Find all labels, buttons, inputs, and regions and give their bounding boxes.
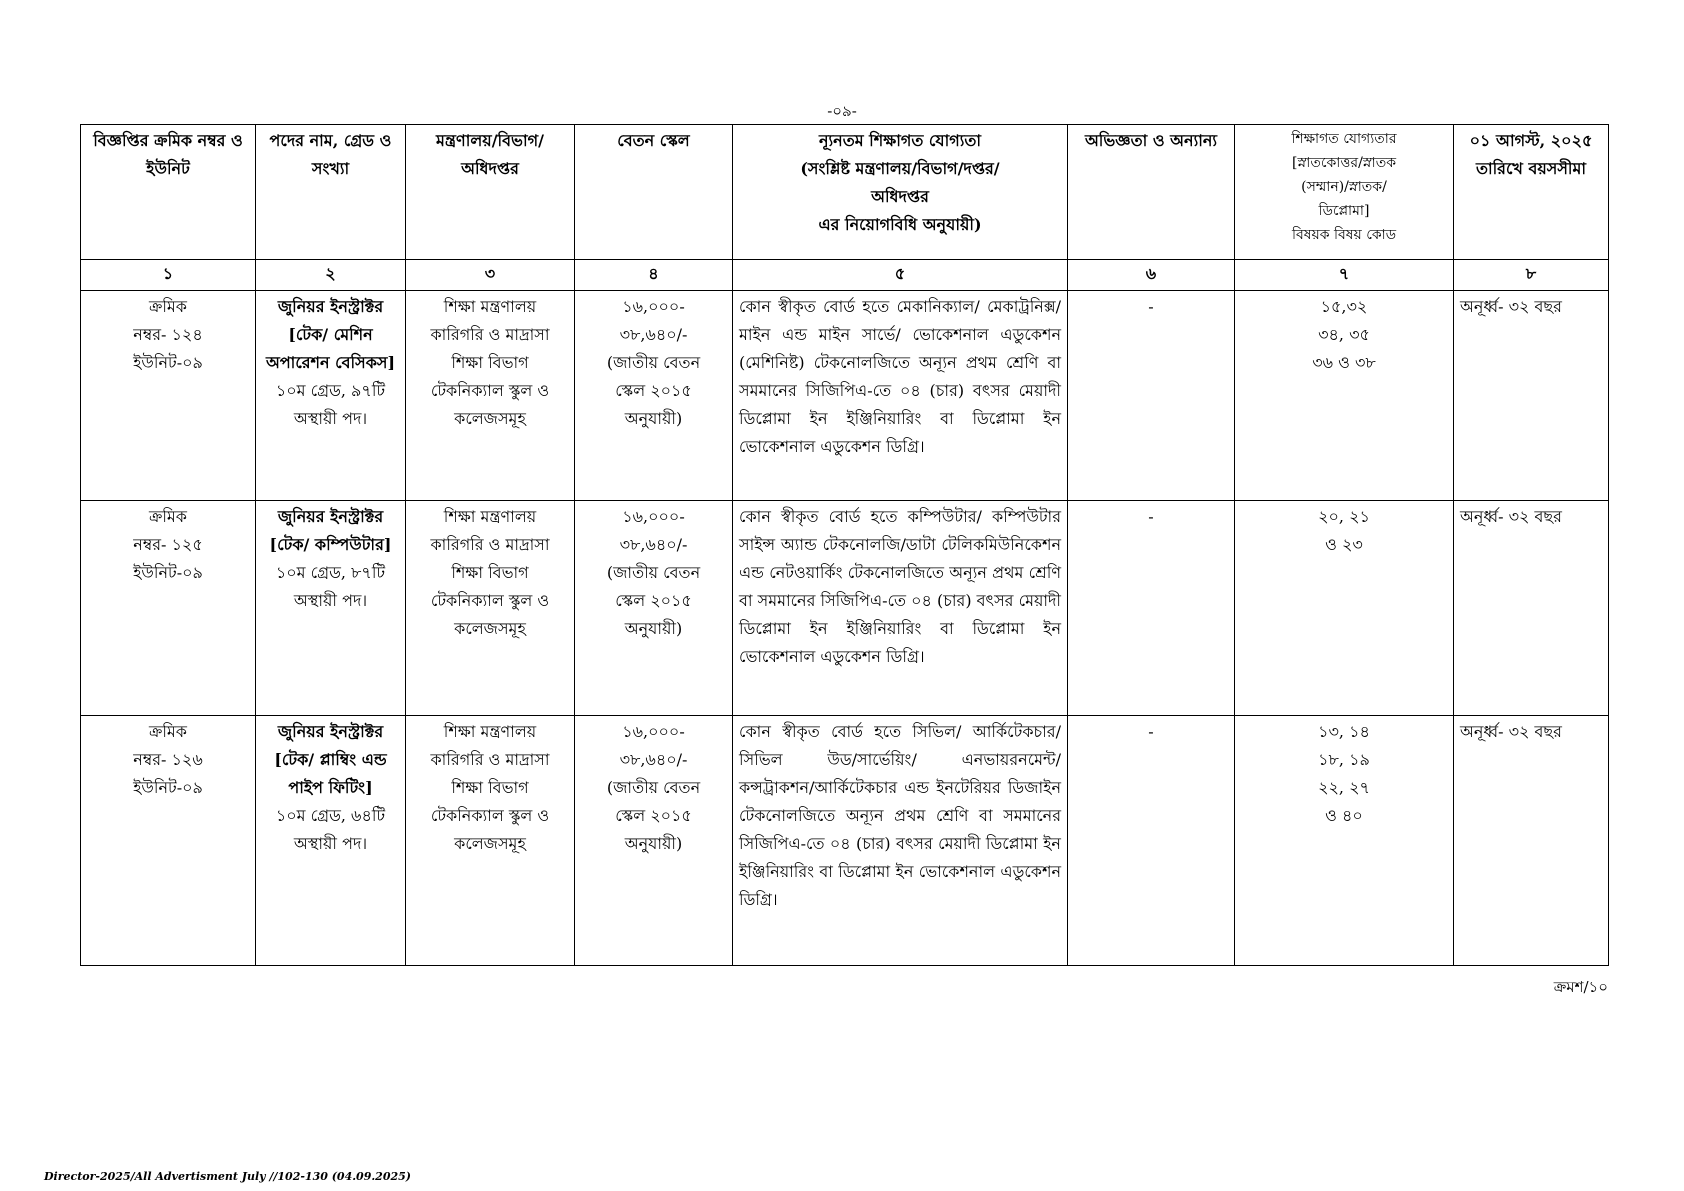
column-number: ৭ [1235,260,1454,291]
header-post-grade-count: পদের নাম, গ্রেড ও সংখ্যা [256,125,406,260]
serial-unit-cell: ক্রমিক নম্বর- ১২৬ ইউনিট-০৯ [81,716,256,966]
qualification-cell: কোন স্বীকৃত বোর্ড হতে সিভিল/ আর্কিটেকচার/ সিভিল উড/সার্ভেয়িং/ এনভায়রনমেন্ট/ কন্সট্রাকশন/আর্কিটেকচার এন্ড ইনটেরিয়র ডিজাইন টেকনোলজিতে অন্যূন প্রথম শ্রেণি বা সমমানের সিজিপিএ-তে ০৪ (চার) বৎসর মেয়াদী ডিপ্লোমা ইন ইঞ্জিনিয়ারিং বা ডিপ্লোমা ইন ভোকেশনাল এডুকেশন ডিগ্রি। [733,716,1068,966]
experience-cell: - [1068,716,1235,966]
ministry-cell: শিক্ষা মন্ত্রণালয় কারিগরি ও মাদ্রাসা শিক্ষা বিভাগ টেকনিক্যাল স্কুল ও কলেজসমূহ [406,716,575,966]
page-number: -০৯- [827,102,857,120]
post-name: জুনিয়র ইনস্ট্রাক্টর [টেক/ প্লাম্বিং এন্ড পাইপ ফিটিং] [274,722,387,797]
column-number: ২ [256,260,406,291]
header-subject-code: শিক্ষাগত যোগ্যতার [স্নাতকোত্তর/স্নাতক (সম্মান)/স্নাতক/ ডিপ্লোমা] বিষয়ক বিষয় কোড [1235,125,1454,260]
pay-scale-cell: ১৬,০০০- ৩৮,৬৪০/- (জাতীয় বেতন স্কেল ২০১৫ অনুযায়ী) [575,716,733,966]
header-ministry: মন্ত্রণালয়/বিভাগ/ অধিদপ্তর [406,125,575,260]
header-experience: অভিজ্ঞতা ও অন্যান্য [1068,125,1235,260]
header-serial-unit: বিজ্ঞপ্তির ক্রমিক নম্বর ও ইউনিট [81,125,256,260]
post-grade-count: ১০ম গ্রেড, ৬৪টি অস্থায়ী পদ। [275,806,386,853]
serial-unit-cell: ক্রমিক নম্বর- ১২৪ ইউনিট-০৯ [81,291,256,501]
qualification-cell: কোন স্বীকৃত বোর্ড হতে কম্পিউটার/ কম্পিউটার সাইন্স অ্যান্ড টেকনোলজি/ডাটা টেলিকমিউনিকেশন এন্ড নেটওয়ার্কিং টেকনোলজিতে অন্যূন প্রথম শ্রেণি বা সমমানের সিজিপিএ-তে ০৪ (চার) বৎসর মেয়াদী ডিপ্লোমা ইন ইঞ্জিনিয়ারিং বা ডিপ্লোমা ইন ভোকেশনাল এডুকেশন ডিগ্রি। [733,501,1068,716]
post-grade-count: ১০ম গ্রেড, ৮৭টি অস্থায়ী পদ। [275,563,386,610]
subject-code-cell: ১৩, ১৪ ১৮, ১৯ ২২, ২৭ ও ৪০ [1235,716,1454,966]
table-row [81,291,1609,501]
continued-label: ক্রমশ/১০ [1553,978,1608,996]
header-qualification: ন্যূনতম শিক্ষাগত যোগ্যতা (সংশ্লিষ্ট মন্ত্রণালয়/বিভাগ/দপ্তর/ অধিদপ্তর এর নিয়োগবিধি অনুযায়ী) [733,125,1068,260]
post-cell [256,716,406,966]
ministry-cell: শিক্ষা মন্ত্রণালয় কারিগরি ও মাদ্রাসা শিক্ষা বিভাগ টেকনিক্যাল স্কুল ও কলেজসমূহ [406,291,575,501]
post-cell [256,501,406,716]
footer-reference: Director-2025/All Advertisment July //102-130 (04.09.2025) [44,1170,412,1183]
column-number: ৪ [575,260,733,291]
column-number: ৩ [406,260,575,291]
header-row [81,125,1609,260]
experience-cell: - [1068,501,1235,716]
column-number: ৮ [1454,260,1609,291]
age-limit-cell: অনূর্ধ্ব- ৩২ বছর [1454,291,1609,501]
age-limit-cell: অনূর্ধ্ব- ৩২ বছর [1454,501,1609,716]
pay-scale-cell: ১৬,০০০- ৩৮,৬৪০/- (জাতীয় বেতন স্কেল ২০১৫ অনুযায়ী) [575,501,733,716]
post-grade-count: ১০ম গ্রেড, ৯৭টি অস্থায়ী পদ। [275,381,386,428]
column-number: ৬ [1068,260,1235,291]
ministry-cell: শিক্ষা মন্ত্রণালয় কারিগরি ও মাদ্রাসা শিক্ষা বিভাগ টেকনিক্যাল স্কুল ও কলেজসমূহ [406,501,575,716]
column-number-row [81,260,1609,291]
pay-scale-cell: ১৬,০০০- ৩৮,৬৪০/- (জাতীয় বেতন স্কেল ২০১৫ অনুযায়ী) [575,291,733,501]
experience-cell: - [1068,291,1235,501]
column-number: ৫ [733,260,1068,291]
qualification-cell: কোন স্বীকৃত বোর্ড হতে মেকানিক্যাল/ মেকাট্রনিক্স/মাইন এন্ড মাইন সার্ভে/ ভোকেশনাল এডুকেশন (মেশিনিষ্ট) টেকনোলজিতে অন্যূন প্রথম শ্রেণি বা সমমানের সিজিপিএ-তে ০৪ (চার) বৎসর মেয়াদী ডিপ্লোমা ইন ইঞ্জিনিয়ারিং বা ডিপ্লোমা ইন ভোকেশনাল এডুকেশন ডিগ্রি। [733,291,1068,501]
header-pay-scale: বেতন স্কেল [575,125,733,260]
column-number: ১ [81,260,256,291]
header-age-limit: ০১ আগস্ট, ২০২৫ তারিখে বয়সসীমা [1454,125,1609,260]
recruitment-table [80,124,1609,966]
post-name: জুনিয়র ইনস্ট্রাক্টর [টেক/ মেশিন অপারেশন বেসিকস] [265,297,396,372]
post-cell [256,291,406,501]
age-limit-cell: অনূর্ধ্ব- ৩২ বছর [1454,716,1609,966]
table-row [81,501,1609,716]
subject-code-cell: ২০, ২১ ও ২৩ [1235,501,1454,716]
serial-unit-cell: ক্রমিক নম্বর- ১২৫ ইউনিট-০৯ [81,501,256,716]
subject-code-cell: ১৫,৩২ ৩৪, ৩৫ ৩৬ ও ৩৮ [1235,291,1454,501]
post-name: জুনিয়র ইনস্ট্রাক্টর [টেক/ কম্পিউটার] [269,507,392,554]
table-row [81,716,1609,966]
